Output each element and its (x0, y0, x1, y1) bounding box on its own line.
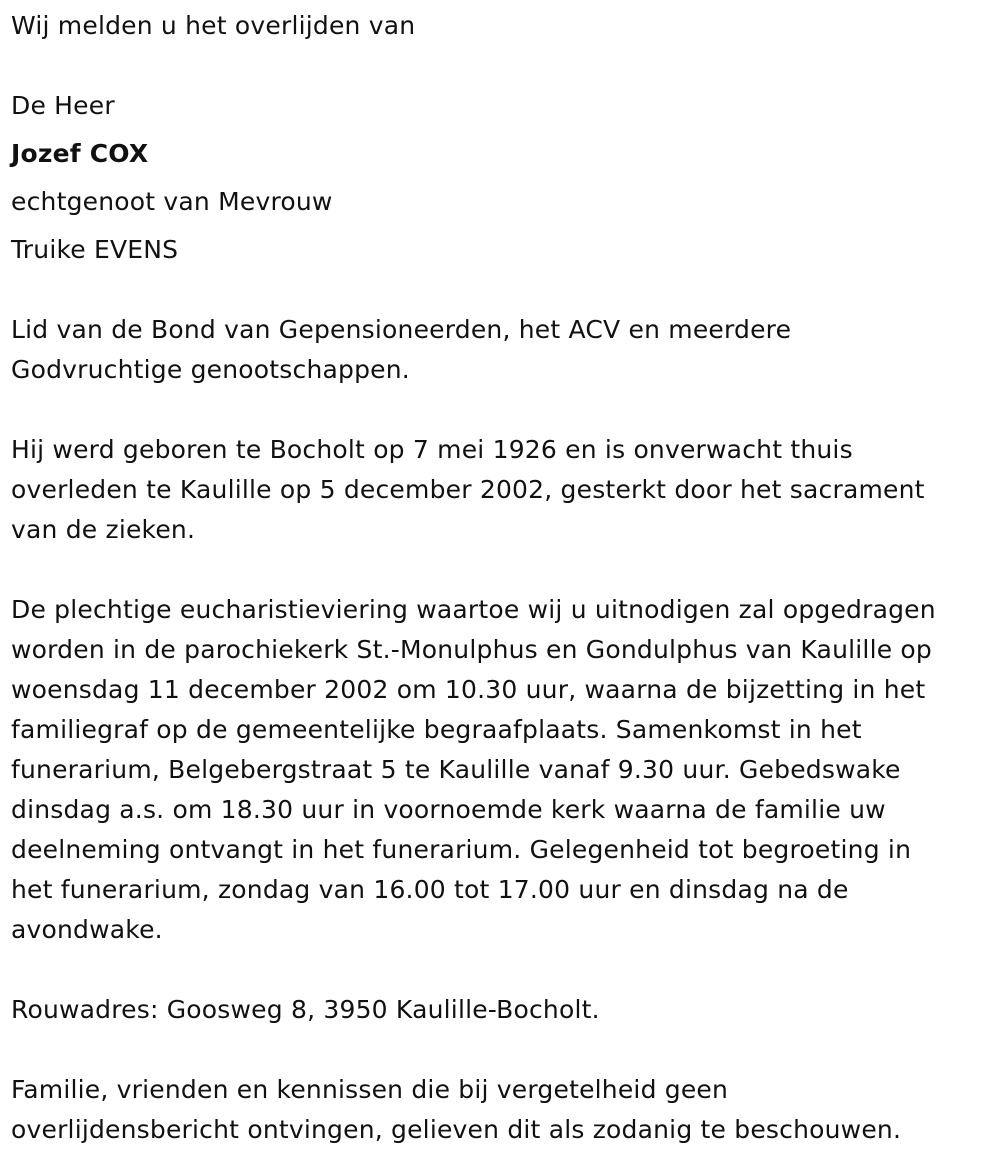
spouse-name: Truike EVENS (11, 235, 179, 264)
ceremony-line: De plechtige eucharistieviering waartoe wij u uitnodigen zal opgedragen (11, 595, 936, 624)
ceremony-line: worden in de parochiekerk St.-Monulphus en Gondulphus van Kaulille op (11, 635, 933, 664)
life-line: overleden te Kaulille op 5 december 2002, gesterkt door het sacrament (11, 475, 925, 504)
intro-text: Wij melden u het overlijden van (11, 11, 416, 40)
deceased-name: Jozef COX (11, 139, 149, 168)
ceremony-line: deelneming ontvangt in het funerarium. Gelegenheid tot begroeting in (11, 835, 912, 864)
ceremony-line: het funerarium, zondag van 16.00 tot 17.00 uur en dinsdag na de (11, 875, 849, 904)
ceremony-line: avondwake. (11, 915, 163, 944)
ceremony-line: familiegraf op de gemeentelijke begraafplaats. Samenkomst in het (11, 715, 862, 744)
ceremony-line: dinsdag a.s. om 18.30 uur in voornoemde kerk waarna de familie uw (11, 795, 886, 824)
mourning-address: Rouwadres: Goosweg 8, 3950 Kaulille-Bocholt. (11, 995, 600, 1024)
title-prefix: De Heer (11, 91, 115, 120)
closing-line: Familie, vrienden en kennissen die bij vergetelheid geen (11, 1075, 729, 1104)
ceremony-line: funerarium, Belgebergstraat 5 te Kaulille vanaf 9.30 uur. Gebedswake (11, 755, 901, 784)
spouse-label: echtgenoot van Mevrouw (11, 187, 333, 216)
closing-line: overlijdensbericht ontvingen, gelieven dit als zodanig te beschouwen. (11, 1115, 902, 1144)
membership-line: Lid van de Bond van Gepensioneerden, het ACV en meerdere (11, 315, 792, 344)
membership-line: Godvruchtige genootschappen. (11, 355, 410, 384)
life-line: Hij werd geboren te Bocholt op 7 mei 1926 en is onverwacht thuis (11, 435, 853, 464)
ceremony-line: woensdag 11 december 2002 om 10.30 uur, waarna de bijzetting in het (11, 675, 926, 704)
life-line: van de zieken. (11, 515, 196, 544)
